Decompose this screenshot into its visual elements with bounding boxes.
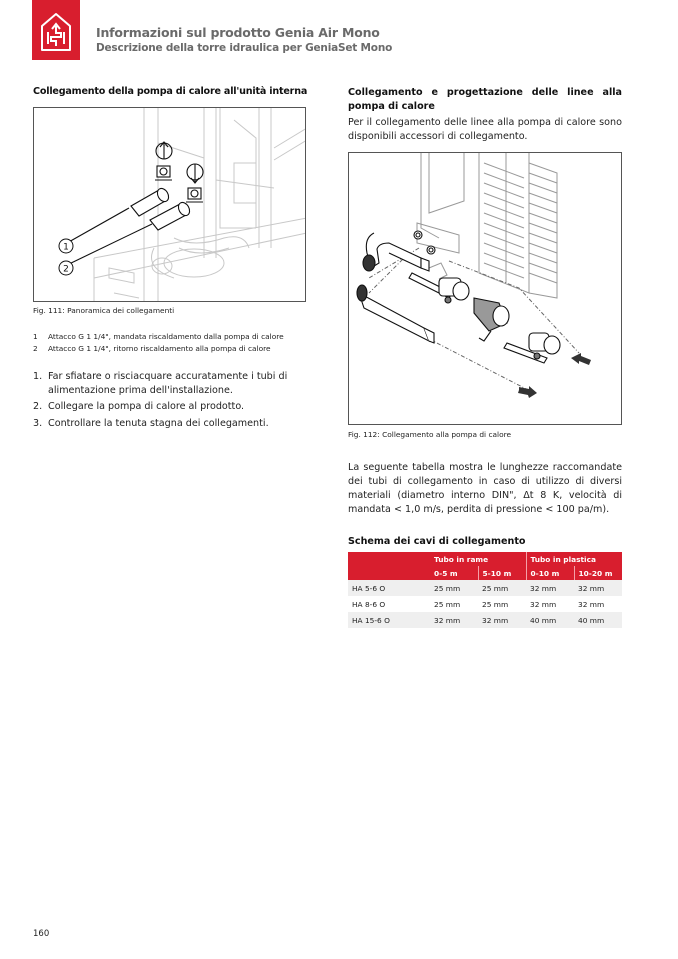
flow-arrows [518, 353, 591, 398]
brand-logo [32, 0, 80, 60]
svg-text:2: 2 [63, 264, 69, 275]
house-heat-pump-icon [38, 10, 74, 54]
step-item: 2. Collegare la pompa di calore al prodotto. [33, 401, 245, 413]
figure-caption: Fig. 112: Collegamento alla pompa di calore [348, 430, 512, 439]
svg-text:1: 1 [63, 242, 69, 253]
inflow-arrow-icon [571, 353, 591, 365]
step-item: 3. Controllare la tenuta stagna dei collegamenti. [33, 417, 269, 429]
table-title: Schema dei cavi di collegamento [348, 536, 526, 547]
table-sub-header-row: 0-5 m 5-10 m 0-10 m 10-20 m [348, 566, 622, 580]
table-row: HA 15-6 O 32 mm 32 mm 40 mm 40 mm [348, 612, 622, 628]
figure-legend [33, 332, 284, 356]
legend-item: 1 Attacco G 1 1/4", mandata riscaldamento dalla pompa di calore [33, 332, 284, 341]
figure-112-heat-pump-connection [348, 152, 622, 425]
table-group-header-row [348, 552, 622, 566]
table-intro-paragraph: La seguente tabella mostra le lunghezze raccomandate dei tubi di collegamento in caso di utilizzo di diversi materiali (diametro interno DIN", Δt 8 K, velocità di mandata < 1,0 m/s, perdita di pressione < 100 pa/m). [348, 462, 622, 515]
outflow-arrow-icon [518, 386, 537, 398]
intro-paragraph: Per il collegamento delle linee alla pompa di calore sono disponibili accessori di collegamento. [348, 117, 622, 142]
section-heading-right: Collegamento e progettazione delle linee alla pompa di calore [348, 87, 622, 112]
table-row: HA 5-6 O 25 mm 25 mm 32 mm 32 mm [348, 580, 622, 596]
hydraulic-tower-illustration [34, 108, 306, 302]
figure-caption: Fig. 111: Panoramica dei collegamenti [33, 306, 175, 315]
step-item: 1. Far sfiatare o risciacquare accuratamente i tubi di alimentazione prima dell'installazione. [33, 371, 288, 396]
page-header-title: Informazioni sul prodotto Genia Air Mono [96, 25, 380, 40]
header-copper-pipe: Tubo in rame [430, 552, 526, 566]
instruction-steps [33, 370, 308, 433]
pipe-diameter-table [348, 552, 622, 628]
page-number: 160 [33, 929, 50, 939]
page-header-subtitle: Descrizione della torre idraulica per GeniaSet Mono [96, 42, 393, 54]
section-heading-left: Collegamento della pompa di calore all'unità interna [33, 86, 308, 97]
header-plastic-pipe: Tubo in plastica [526, 552, 622, 566]
figure-111-connections-overview [33, 107, 306, 302]
heat-pump-piping-illustration [349, 153, 622, 425]
callout-markers [59, 239, 73, 275]
table-row: HA 8-6 O 25 mm 25 mm 32 mm 32 mm [348, 596, 622, 612]
legend-item: 2 Attacco G 1 1/4", ritorno riscaldamento alla pompa di calore [33, 344, 271, 353]
